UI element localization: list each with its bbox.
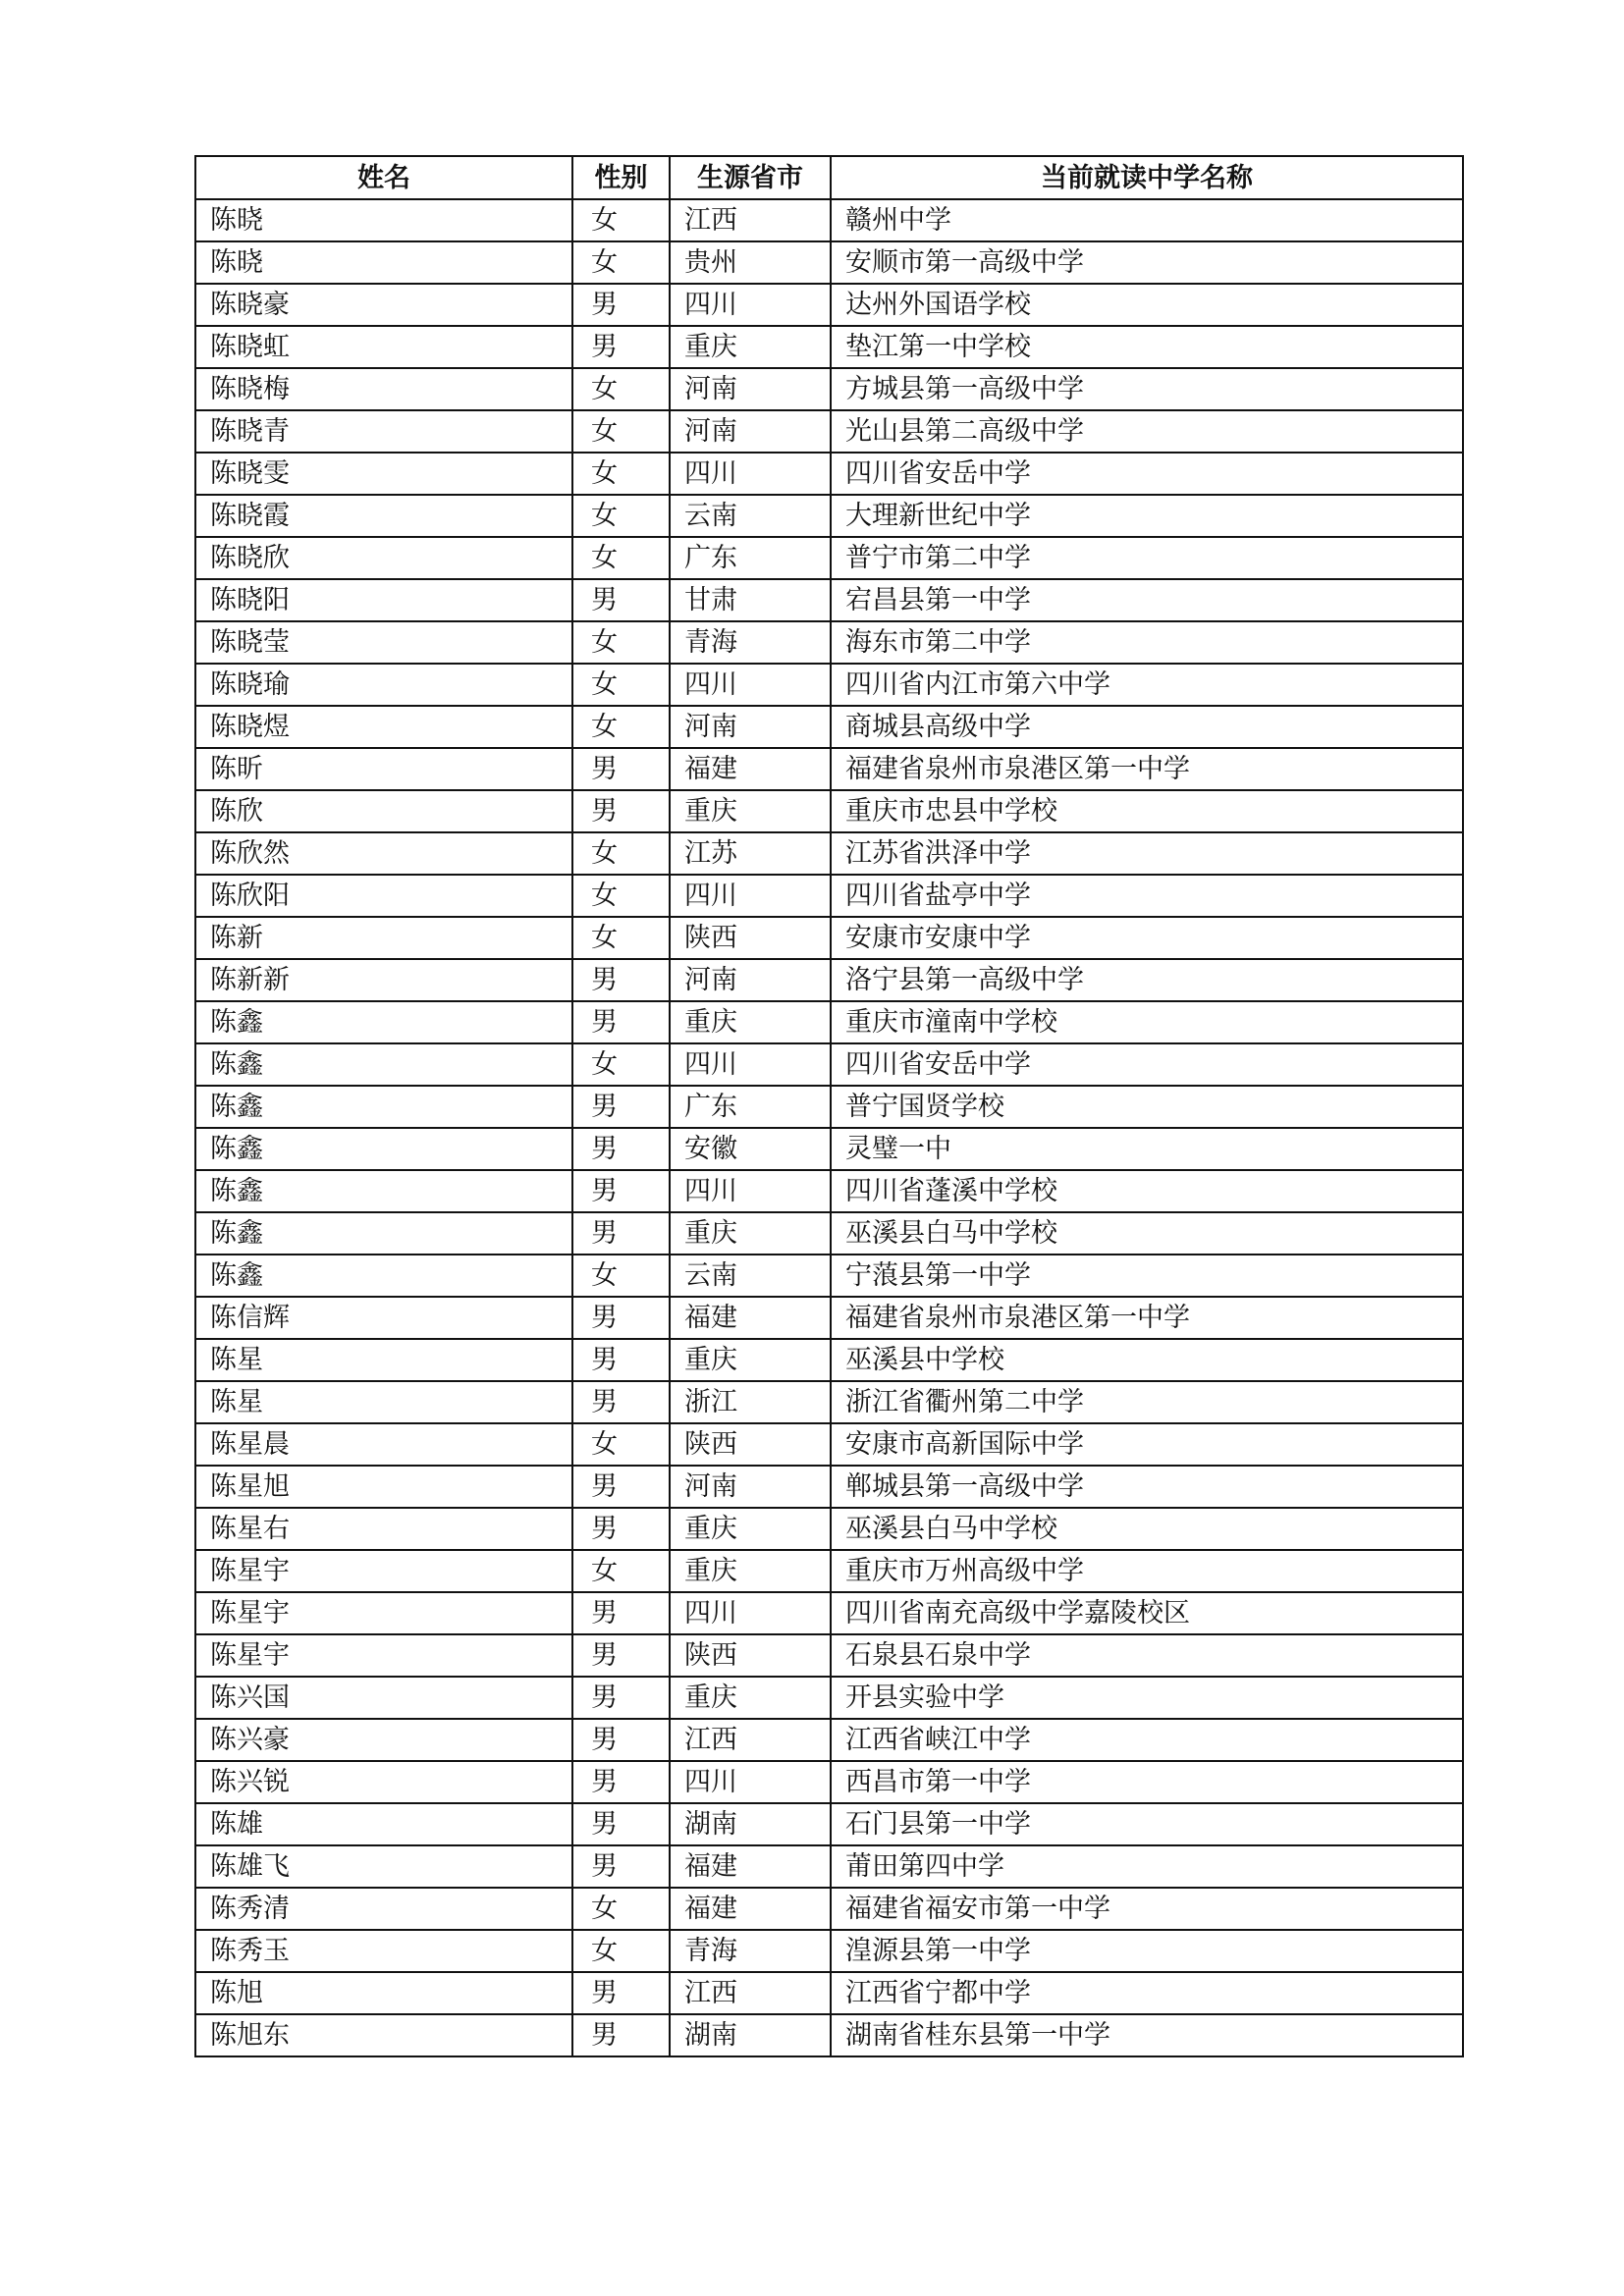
table-row [195,1212,1463,1255]
cell-school: 巫溪县白马中学校 [831,1508,1463,1550]
cell-school: 商城县高级中学 [831,706,1463,748]
table-row [195,1170,1463,1212]
table-row [195,1761,1463,1803]
cell-school: 福建省泉州市泉港区第一中学 [831,748,1463,790]
cell-gender: 女 [572,1043,670,1086]
cell-school: 四川省南充高级中学嘉陵校区 [831,1592,1463,1634]
cell-gender: 男 [572,1634,670,1677]
cell-gender: 女 [572,917,670,959]
table-row [195,1297,1463,1339]
table-row [195,1508,1463,1550]
cell-gender: 女 [572,453,670,495]
cell-gender: 女 [572,1888,670,1930]
cell-school: 巫溪县白马中学校 [831,1212,1463,1255]
cell-school: 巫溪县中学校 [831,1339,1463,1381]
table-row [195,284,1463,326]
cell-school: 郸城县第一高级中学 [831,1466,1463,1508]
cell-name: 陈鑫 [195,1170,572,1212]
cell-name: 陈晓 [195,241,572,284]
cell-gender: 男 [572,959,670,1001]
table-row [195,1677,1463,1719]
cell-name: 陈晓霞 [195,495,572,537]
table-row [195,537,1463,579]
cell-name: 陈雄 [195,1803,572,1845]
cell-name: 陈旭东 [195,2014,572,2056]
cell-name: 陈鑫 [195,1212,572,1255]
table-row [195,579,1463,621]
cell-gender: 女 [572,199,670,241]
cell-name: 陈鑫 [195,1255,572,1297]
table-row [195,1550,1463,1592]
cell-name: 陈晓煜 [195,706,572,748]
cell-gender: 女 [572,1423,670,1466]
cell-gender: 男 [572,790,670,832]
cell-school: 四川省安岳中学 [831,453,1463,495]
cell-province: 贵州 [670,241,831,284]
cell-gender: 女 [572,832,670,875]
cell-school: 西昌市第一中学 [831,1761,1463,1803]
cell-province: 河南 [670,368,831,410]
cell-gender: 女 [572,537,670,579]
table-row [195,664,1463,706]
table-row [195,1719,1463,1761]
student-table [194,155,1464,2057]
cell-gender: 女 [572,495,670,537]
table-row [195,1423,1463,1466]
cell-school: 福建省福安市第一中学 [831,1888,1463,1930]
table-row [195,199,1463,241]
cell-gender: 男 [572,1677,670,1719]
table-row [195,959,1463,1001]
cell-school: 赣州中学 [831,199,1463,241]
cell-province: 广东 [670,1086,831,1128]
cell-province: 江苏 [670,832,831,875]
cell-name: 陈晓雯 [195,453,572,495]
table-row [195,241,1463,284]
cell-province: 四川 [670,875,831,917]
cell-province: 河南 [670,706,831,748]
cell-province: 陕西 [670,917,831,959]
cell-province: 四川 [670,1043,831,1086]
cell-name: 陈鑫 [195,1043,572,1086]
table-row [195,1972,1463,2014]
cell-gender: 男 [572,1212,670,1255]
cell-gender: 男 [572,1508,670,1550]
cell-gender: 男 [572,1845,670,1888]
cell-name: 陈兴豪 [195,1719,572,1761]
cell-province: 重庆 [670,1212,831,1255]
cell-gender: 男 [572,1001,670,1043]
cell-name: 陈兴国 [195,1677,572,1719]
cell-province: 福建 [670,1888,831,1930]
cell-name: 陈昕 [195,748,572,790]
cell-name: 陈星 [195,1381,572,1423]
cell-name: 陈晓虹 [195,326,572,368]
cell-name: 陈星宇 [195,1550,572,1592]
cell-school: 江苏省洪泽中学 [831,832,1463,875]
cell-gender: 女 [572,1930,670,1972]
cell-name: 陈欣 [195,790,572,832]
cell-name: 陈星宇 [195,1634,572,1677]
cell-name: 陈秀清 [195,1888,572,1930]
table-row [195,748,1463,790]
cell-province: 青海 [670,1930,831,1972]
cell-school: 普宁国贤学校 [831,1086,1463,1128]
cell-gender: 男 [572,284,670,326]
cell-school: 湟源县第一中学 [831,1930,1463,1972]
table-row [195,410,1463,453]
table-row [195,1845,1463,1888]
cell-name: 陈星宇 [195,1592,572,1634]
cell-province: 云南 [670,495,831,537]
cell-name: 陈晓欣 [195,537,572,579]
cell-province: 广东 [670,537,831,579]
table-row [195,1592,1463,1634]
cell-province: 江西 [670,1719,831,1761]
cell-province: 重庆 [670,1550,831,1592]
cell-gender: 男 [572,1170,670,1212]
cell-gender: 男 [572,1381,670,1423]
cell-province: 湖南 [670,2014,831,2056]
cell-gender: 女 [572,875,670,917]
cell-name: 陈鑫 [195,1086,572,1128]
table-row [195,1043,1463,1086]
cell-province: 福建 [670,748,831,790]
table-row [195,2014,1463,2056]
table-row [195,790,1463,832]
cell-province: 陕西 [670,1423,831,1466]
cell-school: 安康市高新国际中学 [831,1423,1463,1466]
cell-province: 云南 [670,1255,831,1297]
cell-name: 陈旭 [195,1972,572,2014]
cell-province: 河南 [670,410,831,453]
table-row [195,621,1463,664]
cell-school: 灵璧一中 [831,1128,1463,1170]
cell-gender: 男 [572,1719,670,1761]
cell-gender: 女 [572,410,670,453]
header-name: 姓名 [195,156,572,199]
cell-name: 陈兴锐 [195,1761,572,1803]
table-row [195,917,1463,959]
cell-province: 重庆 [670,1677,831,1719]
cell-province: 江西 [670,1972,831,2014]
table-row [195,1634,1463,1677]
cell-name: 陈星晨 [195,1423,572,1466]
cell-name: 陈晓豪 [195,284,572,326]
cell-school: 四川省蓬溪中学校 [831,1170,1463,1212]
cell-name: 陈欣阳 [195,875,572,917]
cell-name: 陈晓阳 [195,579,572,621]
cell-gender: 女 [572,706,670,748]
table-row [195,706,1463,748]
cell-name: 陈雄飞 [195,1845,572,1888]
cell-gender: 男 [572,1128,670,1170]
table-row [195,368,1463,410]
cell-province: 青海 [670,621,831,664]
cell-gender: 女 [572,241,670,284]
cell-gender: 女 [572,664,670,706]
table-row [195,1466,1463,1508]
cell-province: 浙江 [670,1381,831,1423]
cell-gender: 男 [572,1297,670,1339]
cell-province: 四川 [670,1761,831,1803]
cell-province: 甘肃 [670,579,831,621]
cell-gender: 男 [572,1339,670,1381]
cell-province: 重庆 [670,326,831,368]
table-row [195,495,1463,537]
cell-school: 浙江省衢州第二中学 [831,1381,1463,1423]
cell-province: 四川 [670,1170,831,1212]
cell-gender: 男 [572,1592,670,1634]
table-row [195,326,1463,368]
cell-name: 陈晓瑜 [195,664,572,706]
cell-gender: 男 [572,1972,670,2014]
cell-school: 福建省泉州市泉港区第一中学 [831,1297,1463,1339]
cell-gender: 女 [572,368,670,410]
cell-school: 重庆市万州高级中学 [831,1550,1463,1592]
cell-province: 安徽 [670,1128,831,1170]
cell-gender: 男 [572,748,670,790]
cell-name: 陈欣然 [195,832,572,875]
cell-school: 莆田第四中学 [831,1845,1463,1888]
cell-school: 四川省内江市第六中学 [831,664,1463,706]
cell-school: 大理新世纪中学 [831,495,1463,537]
header-gender: 性别 [572,156,670,199]
cell-gender: 女 [572,1550,670,1592]
cell-province: 重庆 [670,790,831,832]
table-row [195,1381,1463,1423]
cell-school: 达州外国语学校 [831,284,1463,326]
table-row [195,1001,1463,1043]
cell-school: 重庆市忠县中学校 [831,790,1463,832]
cell-gender: 男 [572,579,670,621]
table-row [195,1888,1463,1930]
cell-gender: 男 [572,1761,670,1803]
table-row [195,1803,1463,1845]
cell-province: 四川 [670,453,831,495]
cell-province: 河南 [670,959,831,1001]
cell-province: 福建 [670,1845,831,1888]
cell-province: 湖南 [670,1803,831,1845]
cell-name: 陈晓青 [195,410,572,453]
cell-school: 四川省盐亭中学 [831,875,1463,917]
cell-name: 陈新新 [195,959,572,1001]
cell-name: 陈晓梅 [195,368,572,410]
cell-school: 普宁市第二中学 [831,537,1463,579]
cell-gender: 女 [572,1255,670,1297]
cell-school: 光山县第二高级中学 [831,410,1463,453]
cell-school: 石门县第一中学 [831,1803,1463,1845]
cell-province: 四川 [670,1592,831,1634]
cell-name: 陈晓 [195,199,572,241]
cell-province: 陕西 [670,1634,831,1677]
cell-school: 湖南省桂东县第一中学 [831,2014,1463,2056]
table-row [195,1128,1463,1170]
cell-province: 重庆 [670,1508,831,1550]
cell-school: 宁蒗县第一中学 [831,1255,1463,1297]
cell-school: 洛宁县第一高级中学 [831,959,1463,1001]
cell-province: 重庆 [670,1339,831,1381]
cell-school: 四川省安岳中学 [831,1043,1463,1086]
cell-gender: 男 [572,1466,670,1508]
cell-name: 陈秀玉 [195,1930,572,1972]
cell-school: 重庆市潼南中学校 [831,1001,1463,1043]
table-row [195,832,1463,875]
cell-gender: 女 [572,621,670,664]
cell-province: 重庆 [670,1001,831,1043]
cell-school: 方城县第一高级中学 [831,368,1463,410]
table-row [195,1339,1463,1381]
cell-school: 宕昌县第一中学 [831,579,1463,621]
cell-school: 垫江第一中学校 [831,326,1463,368]
cell-gender: 男 [572,2014,670,2056]
cell-name: 陈鑫 [195,1128,572,1170]
cell-school: 安康市安康中学 [831,917,1463,959]
cell-name: 陈鑫 [195,1001,572,1043]
cell-gender: 男 [572,1803,670,1845]
cell-name: 陈新 [195,917,572,959]
cell-province: 江西 [670,199,831,241]
cell-name: 陈星 [195,1339,572,1381]
cell-province: 四川 [670,664,831,706]
cell-school: 安顺市第一高级中学 [831,241,1463,284]
table-row [195,1255,1463,1297]
cell-name: 陈信辉 [195,1297,572,1339]
cell-school: 石泉县石泉中学 [831,1634,1463,1677]
cell-name: 陈星右 [195,1508,572,1550]
cell-province: 河南 [670,1466,831,1508]
table-row [195,453,1463,495]
table-row [195,875,1463,917]
cell-school: 海东市第二中学 [831,621,1463,664]
cell-name: 陈星旭 [195,1466,572,1508]
cell-school: 江西省峡江中学 [831,1719,1463,1761]
header-school: 当前就读中学名称 [831,156,1463,199]
cell-name: 陈晓莹 [195,621,572,664]
cell-gender: 男 [572,1086,670,1128]
cell-province: 四川 [670,284,831,326]
cell-school: 开县实验中学 [831,1677,1463,1719]
table-row [195,1086,1463,1128]
table-header-row [195,156,1463,199]
cell-gender: 男 [572,326,670,368]
table-row [195,1930,1463,1972]
cell-province: 福建 [670,1297,831,1339]
cell-school: 江西省宁都中学 [831,1972,1463,2014]
header-province: 生源省市 [670,156,831,199]
